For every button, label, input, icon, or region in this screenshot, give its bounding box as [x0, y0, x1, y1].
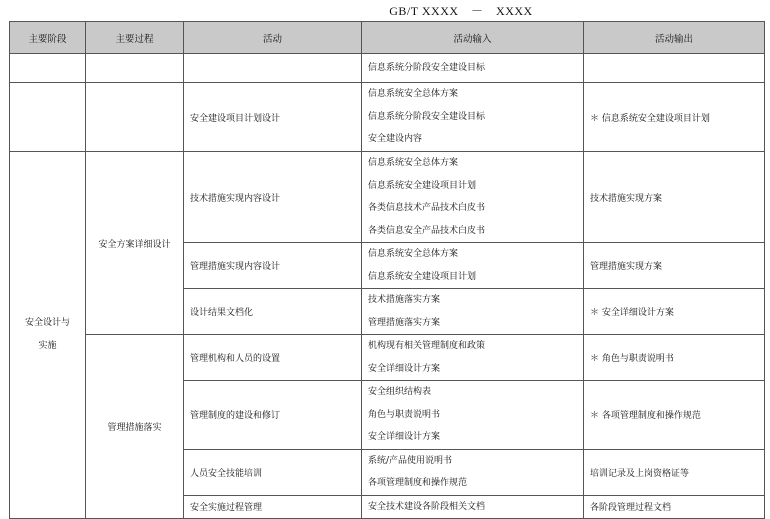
input-item: 信息系统安全建设项目计划	[368, 180, 477, 191]
input-cell	[362, 289, 584, 335]
input-cell	[362, 83, 584, 152]
col-header-stage: 主要阶段	[10, 22, 86, 54]
stage-label-line1: 安全设计与	[24, 318, 70, 328]
input-item: 信息系统安全建设项目计划	[368, 271, 477, 282]
input-item: 管理措施落实方案	[368, 317, 441, 328]
input-item: 安全详细设计方案	[368, 432, 441, 442]
col-header-process: 主要过程	[86, 22, 184, 54]
col-header-activity: 活动	[184, 22, 362, 54]
stage-cell	[10, 152, 86, 519]
input-item: 各类信息技术产品技术白皮书	[368, 203, 486, 213]
input-item: 角色与职责说明书	[368, 409, 441, 420]
stage-cell-empty	[10, 54, 86, 83]
output-cell: ＊ 安全详细设计方案	[584, 289, 765, 335]
input-item: 信息系统安全总体方案	[368, 89, 459, 100]
activity-table	[9, 21, 765, 519]
activity-cell: 管理机构和人员的设置	[184, 335, 362, 381]
input-item: 安全组织结构表	[368, 387, 432, 397]
input-item: 安全建设内容	[368, 134, 423, 145]
activity-cell: 管理措施实现内容设计	[184, 243, 362, 289]
process-cell-detail-design: 安全方案详细设计	[86, 152, 184, 335]
stage-label-line2: 实施	[38, 341, 57, 351]
activity-cell: 管理制度的建设和修订	[184, 381, 362, 450]
process-cell-empty	[86, 54, 184, 83]
input-item: 安全详细设计方案	[368, 363, 441, 374]
output-cell: ＊ 各项管理制度和操作规范	[584, 381, 765, 450]
input-item: 信息系统分阶段安全建设目标	[368, 111, 486, 122]
output-cell	[584, 54, 765, 83]
input-cell	[362, 335, 584, 381]
stage-cell-empty	[10, 83, 86, 152]
input-cell	[362, 381, 584, 450]
activity-cell: 安全实施过程管理	[184, 495, 362, 519]
activity-cell: 设计结果文档化	[184, 289, 362, 335]
document-header: GB/T XXXX － XXXX	[389, 4, 533, 18]
input-item: 技术措施落实方案	[368, 295, 441, 305]
table-header-row	[10, 22, 765, 54]
output-cell: 培训记录及上岗资格证等	[584, 449, 765, 495]
col-header-input: 活动输入	[362, 22, 584, 54]
input-item: 各类信息安全产品技术白皮书	[368, 225, 486, 236]
input-item: 信息系统安全总体方案	[368, 158, 459, 168]
output-cell: ＊ 角色与职责说明书	[584, 335, 765, 381]
input-item: 信息系统安全总体方案	[368, 249, 459, 259]
input-cell	[362, 54, 584, 83]
input-item: 系统/产品使用说明书	[368, 455, 453, 466]
activity-cell: 安全建设项目计划设计	[184, 83, 362, 152]
table-row	[10, 335, 765, 381]
input-item: 安全技术建设各阶段相关文档	[368, 501, 486, 512]
process-cell-empty	[86, 83, 184, 152]
input-cell	[362, 495, 584, 519]
output-cell: ＊ 信息系统安全建设项目计划	[584, 83, 765, 152]
table-row	[10, 54, 765, 83]
input-item: 机构现有相关管理制度和政策	[368, 341, 486, 351]
input-cell	[362, 243, 584, 289]
output-cell: 管理措施实现方案	[584, 243, 765, 289]
output-cell: 各阶段管理过程文档	[584, 495, 765, 519]
table-row	[10, 83, 765, 152]
activity-cell	[184, 54, 362, 83]
input-cell	[362, 152, 584, 243]
process-cell-implementation: 管理措施落实	[86, 335, 184, 519]
input-cell	[362, 449, 584, 495]
input-item: 信息系统分阶段安全建设目标	[368, 62, 486, 73]
col-header-output: 活动输出	[584, 22, 765, 54]
output-cell: 技术措施实现方案	[584, 152, 765, 243]
activity-cell: 技术措施实现内容设计	[184, 152, 362, 243]
table-row	[10, 152, 765, 243]
input-item: 各项管理制度和操作规范	[368, 478, 468, 488]
activity-cell: 人员安全技能培训	[184, 449, 362, 495]
